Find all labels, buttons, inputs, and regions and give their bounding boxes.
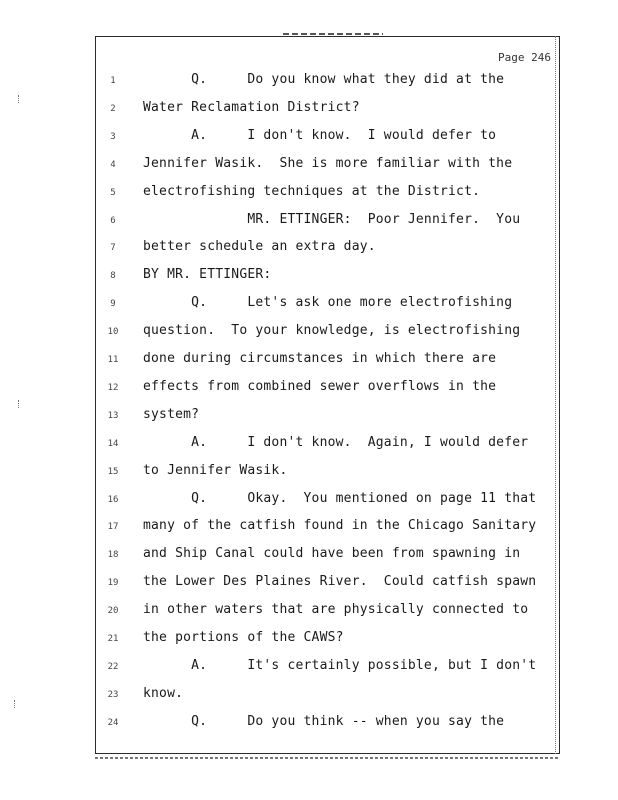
line-number: 16 <box>107 494 119 505</box>
transcript-line <box>0 128 618 148</box>
line-text: BY MR. ETTINGER: <box>143 267 272 283</box>
transcript-line <box>0 546 618 566</box>
transcript-line <box>0 100 618 120</box>
transcript-line <box>0 156 618 176</box>
line-text: Q. Okay. You mentioned on page 11 that <box>143 490 537 506</box>
transcript-line <box>0 518 618 538</box>
transcript-line <box>0 686 618 706</box>
line-text: know. <box>143 685 184 701</box>
line-text: Water Reclamation District? <box>143 99 360 115</box>
transcript-line <box>0 323 618 343</box>
line-text: Q. Let's ask one more electrofishing <box>143 295 513 311</box>
line-text: Q. Do you think -- when you say the <box>143 713 505 729</box>
line-number: 14 <box>107 438 119 449</box>
line-number: 22 <box>107 661 119 672</box>
transcript-line <box>0 630 618 650</box>
line-number: 8 <box>110 271 116 282</box>
line-number: 19 <box>107 578 119 589</box>
transcript-line <box>0 379 618 399</box>
transcript-line <box>0 602 618 622</box>
transcript-line <box>0 574 618 594</box>
scan-artifact-bottom <box>95 757 560 759</box>
line-number: 20 <box>107 606 119 617</box>
line-number: 12 <box>107 382 119 393</box>
line-text: question. To your knowledge, is electrofishing <box>143 323 521 339</box>
line-text: A. It's certainly possible, but I don't <box>143 657 537 673</box>
line-number: 10 <box>107 327 119 338</box>
line-text: and Ship Canal could have been from spawning in <box>143 546 521 562</box>
line-text: A. I don't know. Again, I would defer <box>143 434 529 450</box>
line-number: 15 <box>107 466 119 477</box>
transcript-line <box>0 714 618 734</box>
line-number: 21 <box>107 634 119 644</box>
line-text: to Jennifer Wasik. <box>143 462 288 478</box>
transcript-line <box>0 491 618 511</box>
line-text: electrofishing techniques at the District. <box>143 183 481 199</box>
line-number: 1 <box>110 76 116 86</box>
line-number: 4 <box>110 159 116 170</box>
line-text: in other waters that are physically connected to <box>143 602 529 618</box>
line-text: MR. ETTINGER: Poor Jennifer. You <box>143 211 521 227</box>
line-number: 9 <box>110 299 116 310</box>
transcript-line <box>0 212 618 232</box>
line-number: 5 <box>110 187 116 198</box>
line-number: 24 <box>107 717 119 728</box>
transcript-line <box>0 184 618 204</box>
line-text: better schedule an extra day. <box>143 239 376 255</box>
line-text: the Lower Des Plaines River. Could catfish spawn <box>143 574 537 590</box>
line-text: A. I don't know. I would defer to <box>143 127 497 143</box>
transcript-line <box>0 435 618 455</box>
transcript-line <box>0 351 618 371</box>
line-text: effects from combined sewer overflows in the <box>143 378 497 394</box>
line-text: many of the catfish found in the Chicago Sanitary <box>143 518 537 534</box>
transcript-line <box>0 239 618 259</box>
transcript-line <box>0 295 618 315</box>
line-text: the portions of the CAWS? <box>143 630 344 645</box>
line-number: 17 <box>107 522 119 533</box>
line-text: done during circumstances in which there are <box>143 351 497 366</box>
line-number: 13 <box>107 410 119 421</box>
page-number: Page 246 <box>498 51 551 64</box>
line-text: Jennifer Wasik. She is more familiar with the <box>143 155 513 171</box>
line-number: 7 <box>110 243 116 254</box>
line-text: system? <box>143 406 200 422</box>
transcript-line <box>0 463 618 483</box>
transcript-line <box>0 407 618 427</box>
line-text: Q. Do you know what they did at the <box>143 72 505 87</box>
scan-artifact-top <box>283 33 383 35</box>
line-number: 18 <box>107 550 119 561</box>
line-number: 23 <box>107 689 119 700</box>
transcript-line <box>0 658 618 678</box>
line-number: 6 <box>110 215 116 226</box>
transcript-line <box>0 72 618 92</box>
line-number: 11 <box>107 355 119 365</box>
line-number: 3 <box>110 131 116 142</box>
line-number: 2 <box>110 103 116 114</box>
transcript-line <box>0 267 618 287</box>
